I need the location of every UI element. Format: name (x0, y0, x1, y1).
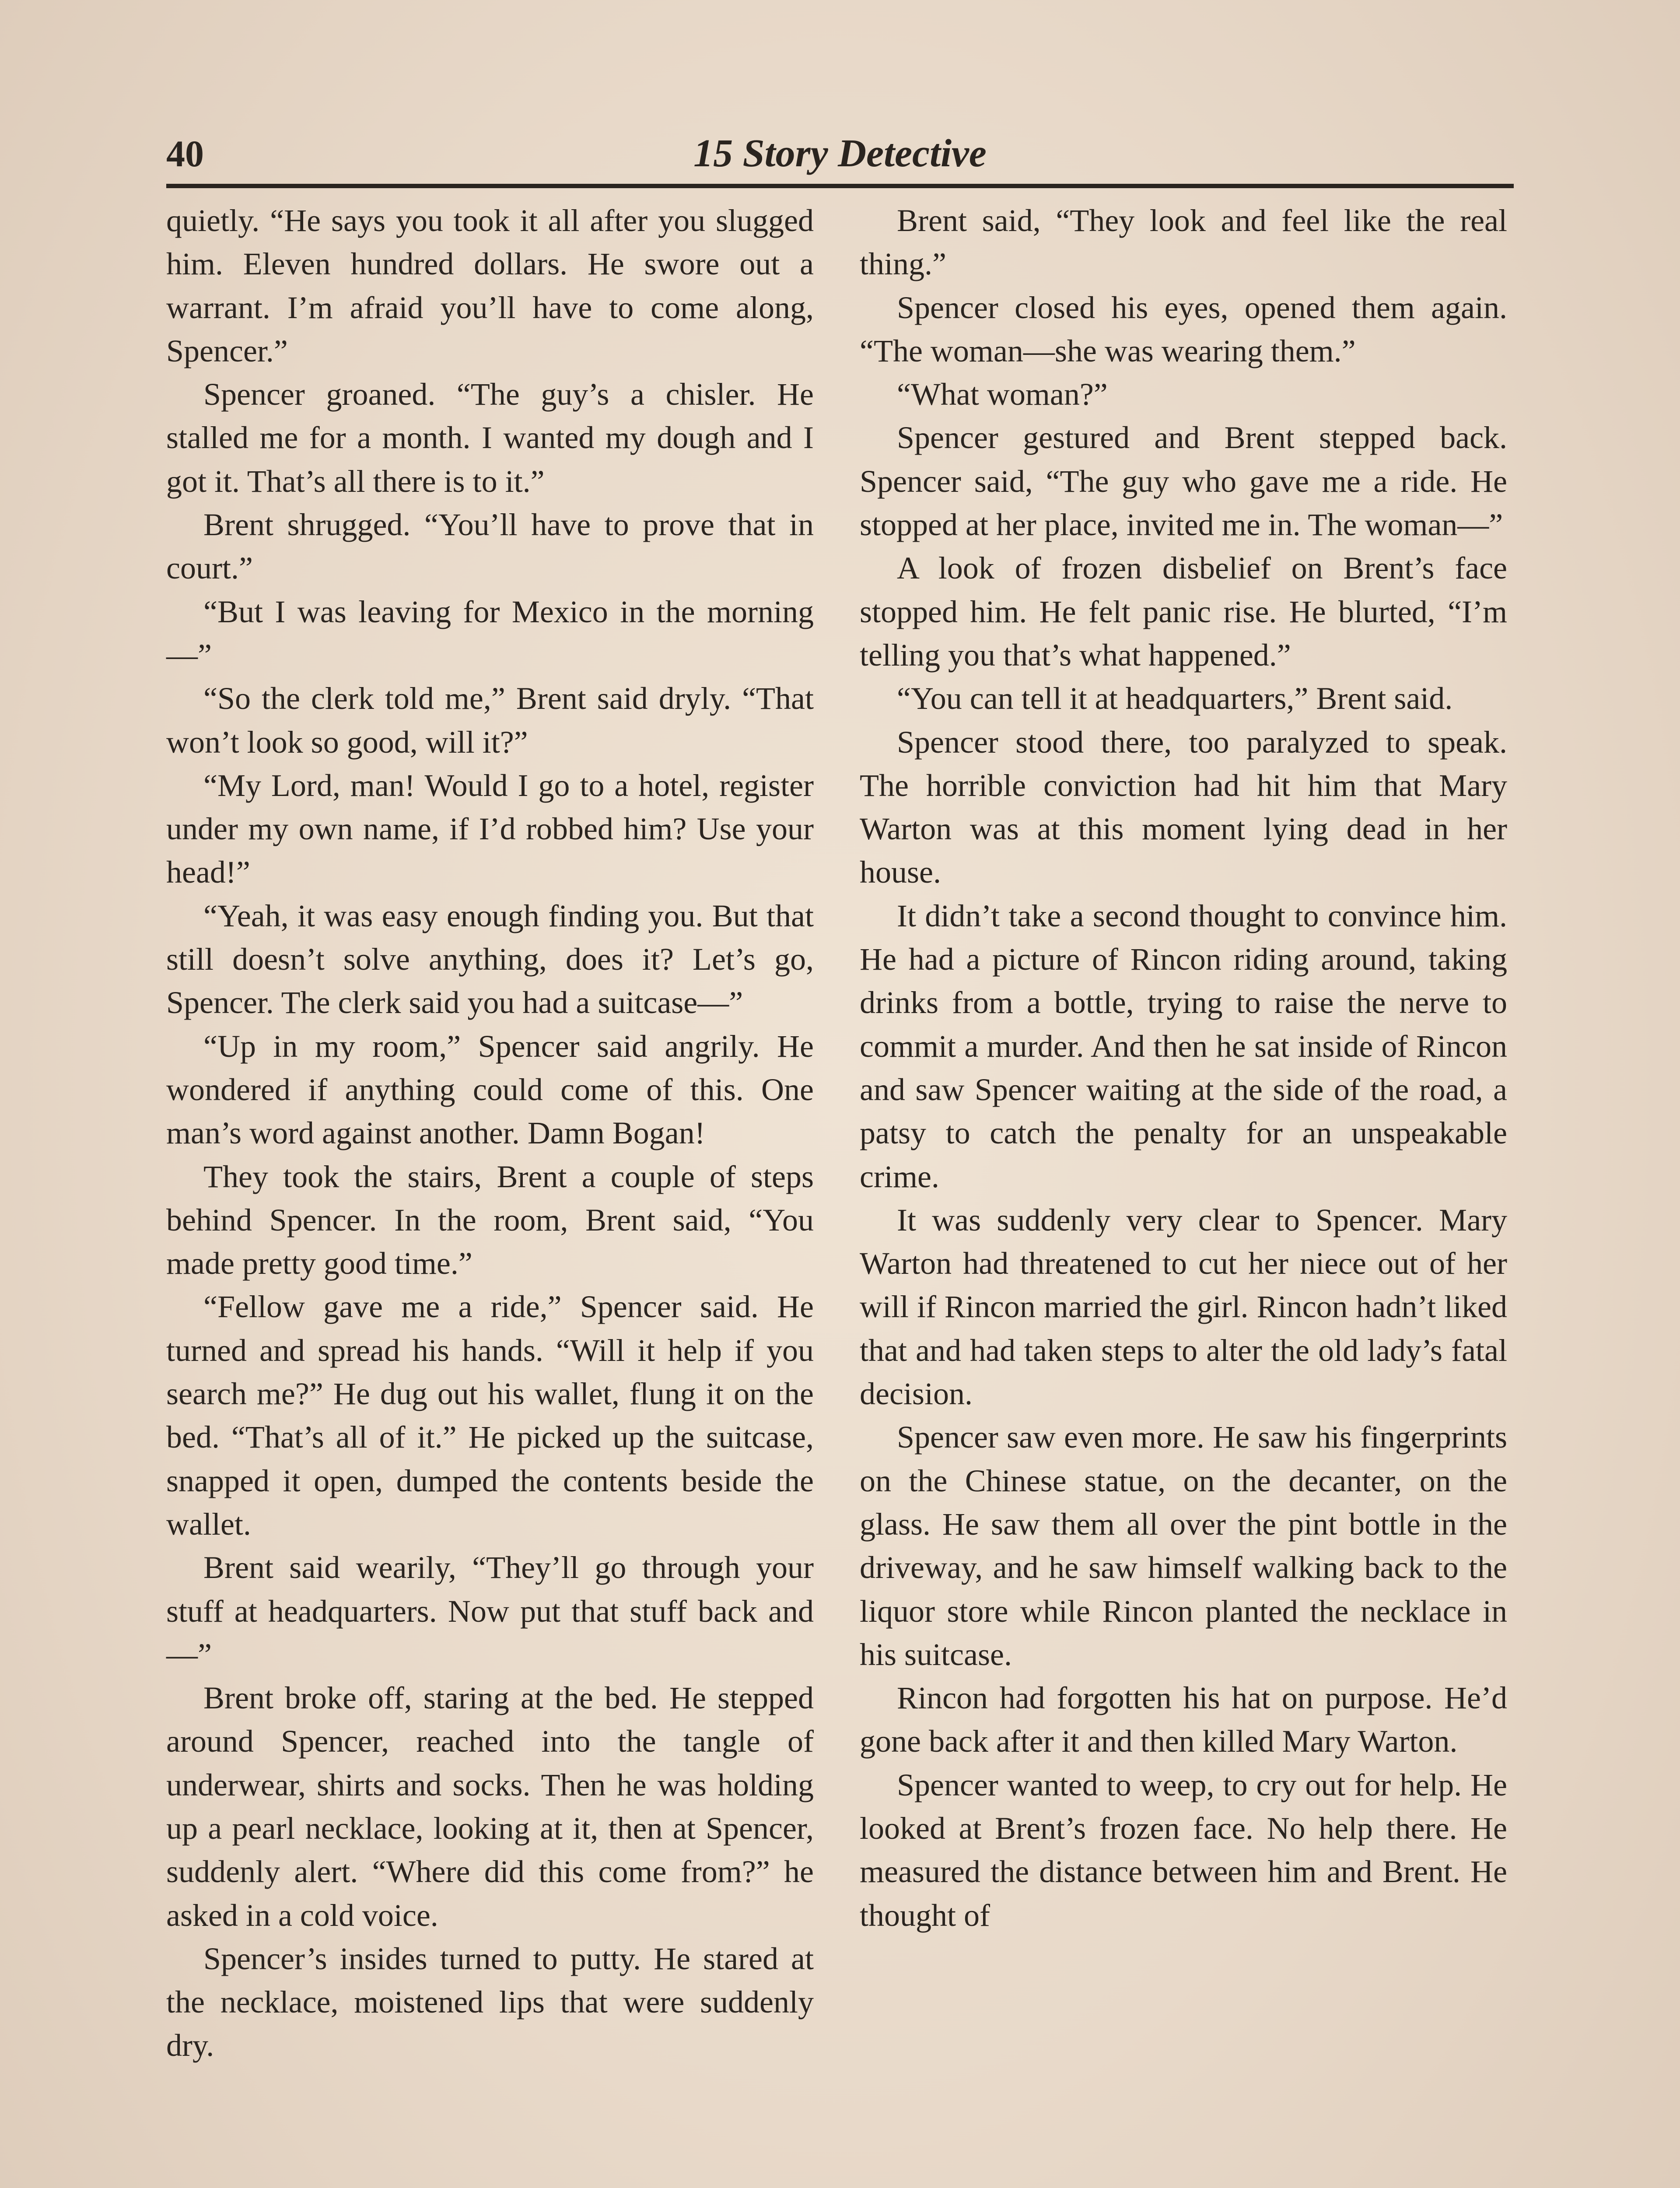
page-number: 40 (166, 133, 204, 175)
paragraph: They took the stairs, Brent a couple of steps behind Spencer. In the room, Brent said, “You made pretty good time.” (166, 1159, 814, 1281)
running-head (166, 127, 1514, 188)
text-column-left (166, 199, 814, 2068)
magazine-title: 15 Story Detective (693, 132, 987, 175)
paragraph: “But I was leaving for Mexico in the morning—” (166, 594, 814, 673)
paragraph: “So the clerk told me,” Brent said dryly. “That won’t look so good, will it?” (166, 681, 814, 760)
paragraph: Spencer stood there, too paralyzed to speak. The horrible conviction had hit him that Mary Warton was at this moment lying dead in her house. (860, 724, 1507, 890)
paragraph: “You can tell it at headquarters,” Brent said. (897, 681, 1453, 716)
paragraph: “What woman?” (897, 377, 1108, 412)
paragraph: Spencer’s insides turned to putty. He stared at the necklace, moistened lips that were suddenly dry. (166, 1941, 814, 2063)
paragraph: Spencer saw even more. He saw his fingerprints on the Chinese statue, on the decanter, on the glass. He saw them all over the pint bottle in the driveway, and he saw himself walking back to the liquor store while Rincon planted the necklace in his suitcase. (860, 1420, 1507, 1672)
paragraph: Spencer closed his eyes, opened them again. “The woman—she was wearing them.” (860, 290, 1507, 368)
paragraph: A look of frozen disbelief on Brent’s face stopped him. He felt panic rise. He blurted, “I’m telling you that’s what happened.” (860, 551, 1507, 673)
paragraph: Brent said wearily, “They’ll go through your stuff at headquarters. Now put that stuff back and—” (166, 1550, 814, 1672)
paragraph: “Up in my room,” Spencer said angrily. He wondered if anything could come of this. One man’s word against another. Damn Bogan! (166, 1028, 814, 1151)
paragraph: Rincon had forgotten his hat on purpose. He’d gone back after it and then killed Mary Warton. (860, 1680, 1507, 1759)
paragraph: “Yeah, it was easy enough finding you. But that still doesn’t solve anything, does it? Let’s go, Spencer. The clerk said you had a suitcase—” (166, 898, 814, 1020)
paragraph: Spencer gestured and Brent stepped back. Spencer said, “The guy who gave me a ride. He stopped at her place, invited me in. The woman—” (860, 420, 1507, 543)
paragraph: “My Lord, man! Would I go to a hotel, register under my own name, if I’d robbed him? Use your head!” (166, 768, 814, 890)
paragraph: Spencer groaned. “The guy’s a chisler. He stalled me for a month. I wanted my dough and I got it. That’s all there is to it.” (166, 377, 814, 499)
paragraph: Spencer wanted to weep, to cry out for help. He looked at Brent’s frozen face. No help there. He measured the distance between him and Brent. He thought of (860, 1767, 1507, 1933)
paragraph: It didn’t take a second thought to convince him. He had a picture of Rincon riding around, taking drinks from a bottle, trying to raise the nerve to commit a murder. And then he sat inside of Rincon and saw Spencer waiting at the side of the road, a patsy to catch the penalty for an unspeakable crime. (860, 898, 1507, 1194)
paragraph: quietly. “He says you took it all after you slugged him. Eleven hundred dollars. He swore out a warrant. I’m afraid you’ll have to come along, Spencer.” (166, 203, 814, 368)
text-column-right (860, 199, 1507, 1937)
paragraph: It was suddenly very clear to Spencer. Mary Warton had threatened to cut her niece out of her will if Rincon married the girl. Rincon hadn’t liked that and had taken steps to alter the old lady’s fatal decision. (860, 1202, 1507, 1412)
paragraph: Brent broke off, staring at the bed. He stepped around Spencer, reached into the tangle of underwear, shirts and socks. Then he was holding up a pearl necklace, looking at it, then at Spencer, suddenly alert. “Where did this come from?” he asked in a cold voice. (166, 1680, 814, 1933)
paragraph: Brent shrugged. “You’ll have to prove that in court.” (166, 507, 814, 586)
paragraph: “Fellow gave me a ride,” Spencer said. He turned and spread his hands. “Will it help if you search me?” He dug out his wallet, flung it on the bed. “That’s all of it.” He picked up the suitcase, snapped it open, dumped the contents beside the wallet. (166, 1289, 814, 1542)
paragraph: Brent said, “They look and feel like the real thing.” (860, 203, 1507, 282)
